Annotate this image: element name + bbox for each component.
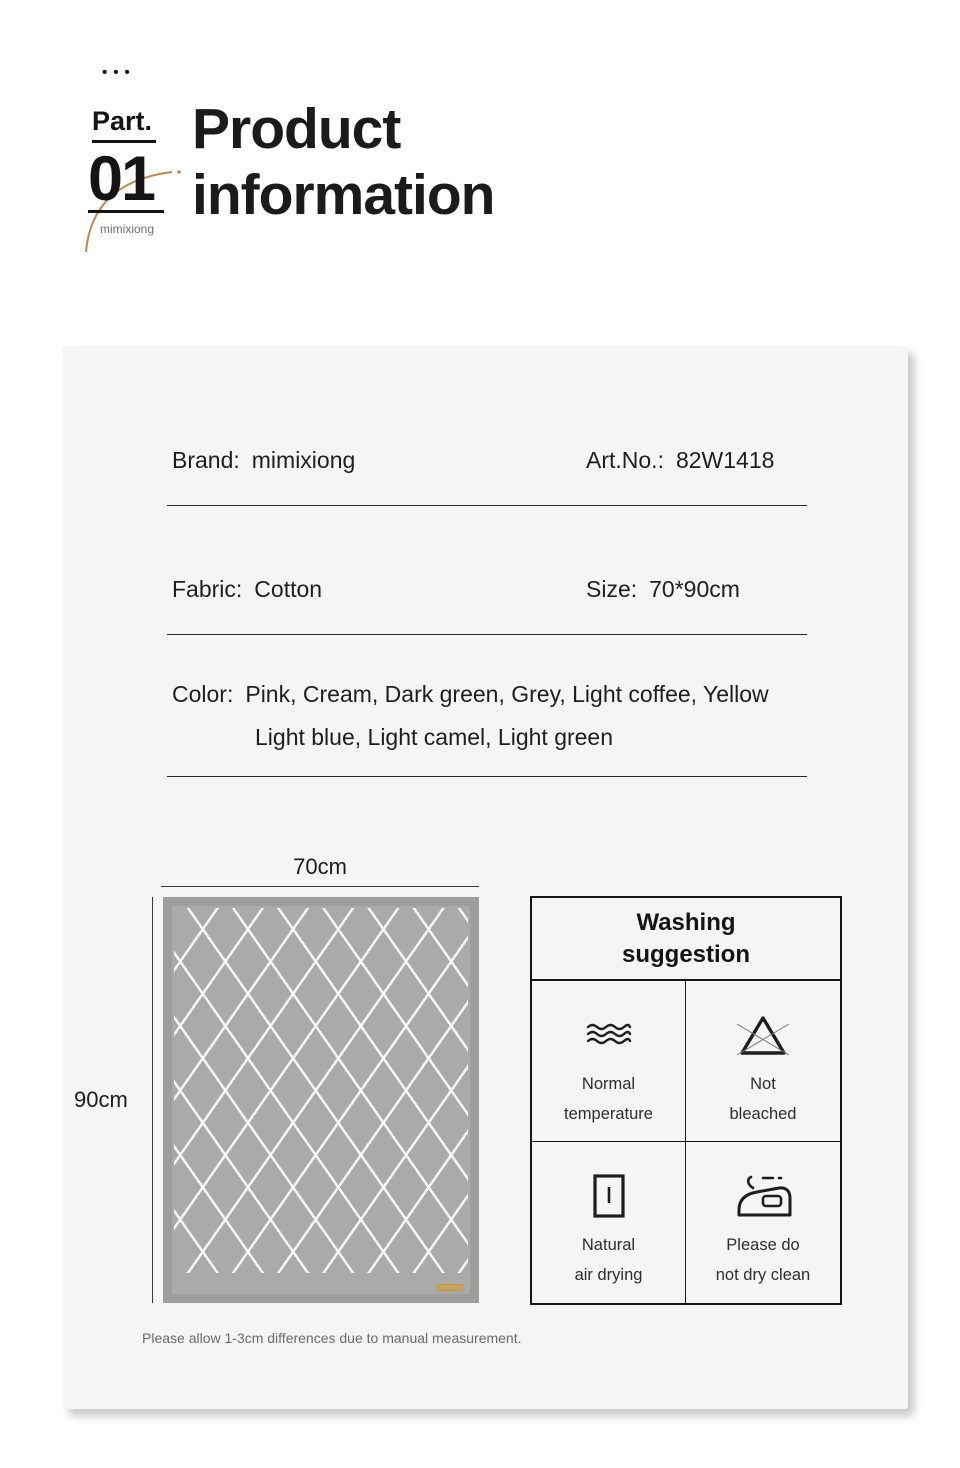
washing-cell-label: Normal temperature bbox=[564, 1075, 653, 1123]
width-dimension-line bbox=[161, 886, 479, 887]
washing-table-header bbox=[532, 898, 840, 981]
brand-value: mimixiong bbox=[251, 447, 356, 473]
washing-grid bbox=[532, 981, 840, 1303]
normal-temperature-wave-icon bbox=[585, 1022, 633, 1048]
washing-title-line2: suggestion bbox=[621, 940, 750, 968]
washing-cell-natural-air-drying bbox=[532, 1142, 686, 1303]
size-row bbox=[586, 576, 740, 603]
ellipsis-dots: ••• bbox=[102, 64, 136, 81]
page-title-line2: information bbox=[192, 163, 495, 227]
brand-row bbox=[172, 447, 355, 474]
divider-line-1 bbox=[167, 505, 807, 506]
washing-cell-label: Please do not dry clean bbox=[715, 1236, 811, 1284]
size-label: Size: bbox=[586, 576, 638, 602]
washing-cell-do-not-dry-clean bbox=[686, 1142, 840, 1303]
natural-air-drying-icon bbox=[592, 1173, 626, 1219]
washing-cell-label: Not bleached bbox=[729, 1075, 797, 1123]
blanket-brand-tag bbox=[437, 1284, 463, 1291]
washing-suggestion-table bbox=[530, 896, 842, 1305]
brand-label: Brand: bbox=[172, 447, 240, 473]
height-dimension-line bbox=[152, 897, 153, 1303]
part-number: 01 bbox=[88, 150, 164, 213]
artno-row bbox=[586, 447, 774, 474]
page-title bbox=[192, 96, 494, 228]
fabric-label: Fabric: bbox=[172, 576, 243, 602]
artno-label: Art.No.: bbox=[586, 447, 664, 473]
divider-line-3 bbox=[167, 776, 807, 777]
divider-line-2 bbox=[167, 634, 807, 635]
fabric-value: Cotton bbox=[254, 576, 323, 602]
part-label: Part. bbox=[92, 108, 156, 143]
page-title-line1: Product bbox=[192, 97, 401, 161]
washing-cell-normal-temperature bbox=[532, 981, 686, 1142]
not-bleached-triangle-icon bbox=[734, 1011, 792, 1059]
brand-watermark: mimixiong bbox=[100, 222, 155, 236]
color-row bbox=[172, 681, 769, 708]
color-row-line2 bbox=[255, 724, 613, 751]
measurement-footnote: Please allow 1-3cm differences due to manual measurement. bbox=[142, 1330, 522, 1346]
size-value: 70*90cm bbox=[649, 576, 740, 602]
color-value-line2: Light blue, Light camel, Light green bbox=[255, 724, 614, 750]
washing-title-line1: Washing bbox=[636, 908, 736, 936]
width-dimension-label: 70cm bbox=[293, 854, 347, 879]
fabric-row bbox=[172, 576, 322, 603]
color-label: Color: bbox=[172, 681, 234, 707]
height-dimension-label: 90cm bbox=[74, 1087, 128, 1112]
washing-cell-label: Natural air drying bbox=[574, 1236, 643, 1284]
color-value-line1: Pink, Cream, Dark green, Grey, Light coffee, Yellow bbox=[245, 681, 769, 707]
do-not-dry-clean-iron-icon bbox=[732, 1171, 794, 1221]
artno-value: 82W1418 bbox=[675, 447, 775, 473]
diamond-lattice-pattern bbox=[174, 908, 468, 1273]
blanket-image bbox=[163, 897, 479, 1303]
washing-cell-not-bleached bbox=[686, 981, 840, 1142]
